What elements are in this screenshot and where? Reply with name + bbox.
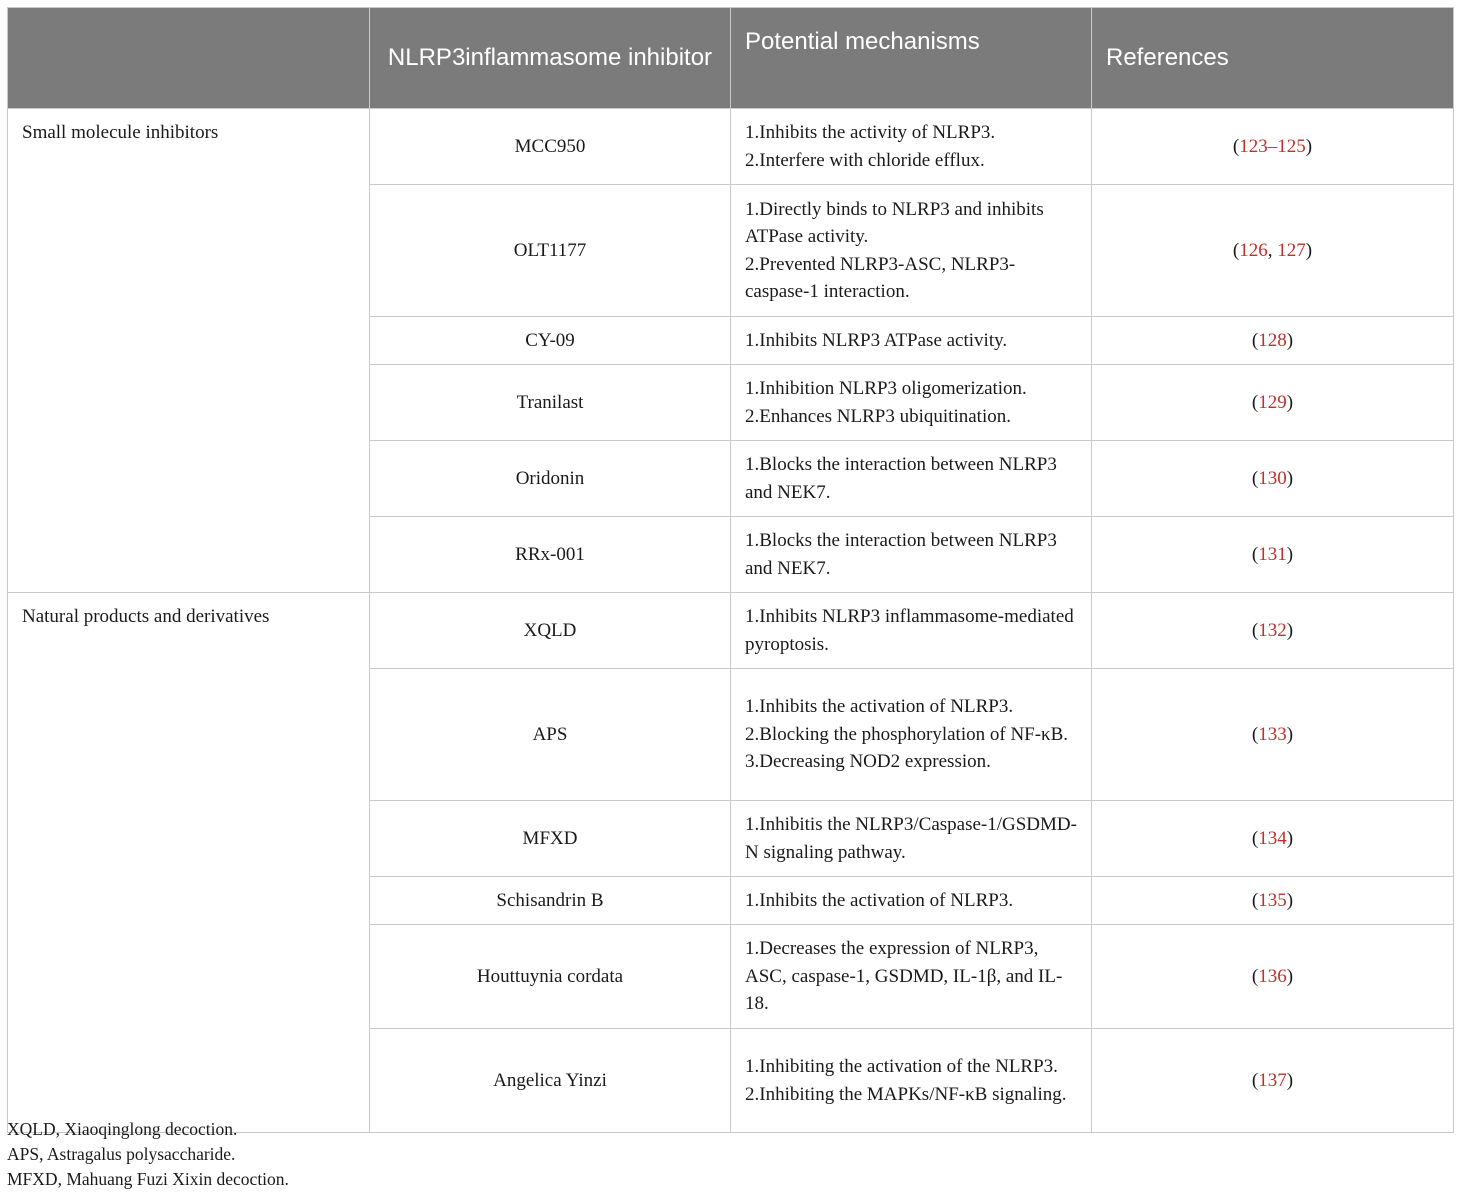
reference-close-paren: ) <box>1286 391 1294 413</box>
reference-open-paren: ( <box>1232 239 1240 261</box>
mechanism-cell <box>731 365 1092 441</box>
mechanism-line: 2.Interfere with chloride efflux. <box>745 149 985 171</box>
table-row <box>8 593 1454 669</box>
mechanism-line: 1.Blocks the interaction between NLRP3 and NEK7. <box>745 530 1057 579</box>
mechanism-line: 2.Blocking the phosphorylation of NF-κB. <box>745 723 1069 745</box>
mechanism-line: 1.Inhibits NLRP3 ATPase activity. <box>745 329 1008 351</box>
mechanism-line: 1.Inhibits NLRP3 inflammasome-mediated pyroptosis. <box>745 606 1074 655</box>
reference-link[interactable]: 128 <box>1258 329 1287 351</box>
inhibitor-name: Tranilast <box>370 365 731 441</box>
reference-link[interactable]: 130 <box>1258 467 1287 489</box>
mechanism-cell <box>731 441 1092 517</box>
reference-link[interactable]: 133 <box>1258 723 1287 745</box>
reference-open-paren: ( <box>1251 467 1259 489</box>
reference-cell <box>1092 925 1454 1029</box>
mechanism-cell <box>731 317 1092 365</box>
reference-close-paren: ) <box>1286 965 1294 987</box>
footnote: MFXD, Mahuang Fuzi Xixin decoction. <box>7 1169 289 1189</box>
mechanism-cell <box>731 185 1092 317</box>
inhibitor-name: RRx-001 <box>370 517 731 593</box>
inhibitor-name: CY-09 <box>370 317 731 365</box>
inhibitor-name: MCC950 <box>370 109 731 185</box>
reference-link[interactable]: 123–125 <box>1239 135 1306 157</box>
reference-open-paren: ( <box>1251 619 1259 641</box>
mechanism-cell <box>731 593 1092 669</box>
mechanism-cell <box>731 877 1092 925</box>
reference-close-paren: ) <box>1286 619 1294 641</box>
footnote: XQLD, Xiaoqinglong decoction. <box>7 1119 238 1139</box>
category-cell: Natural products and derivatives <box>8 593 370 1133</box>
reference-link[interactable]: 136 <box>1258 965 1287 987</box>
category-cell: Small molecule inhibitors <box>8 109 370 593</box>
reference-cell <box>1092 441 1454 517</box>
mechanism-cell <box>731 669 1092 801</box>
table-footnotes <box>7 1117 289 1192</box>
mechanism-line: 1.Inhibition NLRP3 oligomerization. <box>745 378 1027 399</box>
reference-link[interactable]: 135 <box>1258 889 1287 911</box>
reference-open-paren: ( <box>1251 543 1259 565</box>
mechanism-line: 2.Enhances NLRP3 ubiquitination. <box>745 405 1011 427</box>
reference-open-paren: ( <box>1232 135 1240 157</box>
inhibitor-name: MFXD <box>370 801 731 877</box>
reference-cell <box>1092 669 1454 801</box>
reference-link[interactable]: 137 <box>1258 1069 1287 1091</box>
header-category <box>8 8 370 109</box>
mechanism-cell <box>731 925 1092 1029</box>
footnote: APS, Astragalus polysaccharide. <box>7 1144 236 1164</box>
reference-cell <box>1092 109 1454 185</box>
mechanism-line: 2.Prevented NLRP3-ASC, NLRP3-caspase-1 interaction. <box>745 253 1016 302</box>
reference-open-paren: ( <box>1251 391 1259 413</box>
mechanism-line: 1.Blocks the interaction between NLRP3 and NEK7. <box>745 454 1057 503</box>
reference-close-paren: ) <box>1305 239 1313 261</box>
reference-cell <box>1092 317 1454 365</box>
reference-close-paren: ) <box>1286 329 1294 351</box>
reference-open-paren: ( <box>1251 889 1259 911</box>
reference-cell <box>1092 801 1454 877</box>
reference-cell <box>1092 517 1454 593</box>
reference-link[interactable]: 129 <box>1258 391 1287 413</box>
reference-cell <box>1092 365 1454 441</box>
reference-link[interactable]: 126 <box>1239 239 1268 261</box>
mechanism-line: 1.Decreases the expression of NLRP3, ASC, caspase-1, GSDMD, IL-1β, and IL-18. <box>745 938 1063 1015</box>
reference-close-paren: ) <box>1286 543 1294 565</box>
mechanism-line: 1.Inhibits the activation of NLRP3. <box>745 889 1014 911</box>
mechanism-line: 1.Inhibitis the NLRP3/Caspase-1/GSDMD-N signaling pathway. <box>745 814 1077 863</box>
reference-link[interactable]: 132 <box>1258 619 1287 641</box>
reference-close-paren: ) <box>1305 135 1313 157</box>
inhibitor-name: Angelica Yinzi <box>370 1029 731 1133</box>
reference-close-paren: ) <box>1286 1069 1294 1091</box>
mechanism-cell <box>731 109 1092 185</box>
reference-close-paren: ) <box>1286 827 1294 849</box>
reference-cell <box>1092 877 1454 925</box>
header-inhibitor: NLRP3inflammasome inhibitor <box>370 8 731 109</box>
mechanism-line: 1.Directly binds to NLRP3 and inhibits ATPase activity. <box>745 198 1044 247</box>
reference-open-paren: ( <box>1251 827 1259 849</box>
reference-link[interactable]: 134 <box>1258 827 1287 849</box>
mechanism-cell <box>731 801 1092 877</box>
inhibitor-name: Schisandrin B <box>370 877 731 925</box>
inhibitor-name: XQLD <box>370 593 731 669</box>
mechanism-line: 3.Decreasing NOD2 expression. <box>745 751 991 773</box>
reference-open-paren: ( <box>1251 965 1259 987</box>
reference-cell: (126, 127) <box>1092 185 1454 317</box>
reference-open-paren: ( <box>1251 723 1259 745</box>
table-body <box>8 109 1454 1133</box>
mechanism-cell <box>731 517 1092 593</box>
header-references: References <box>1092 8 1454 109</box>
reference-open-paren: ( <box>1251 329 1259 351</box>
header-mechanisms: Potential mechanisms <box>731 8 1092 109</box>
reference-link[interactable]: 127 <box>1277 239 1306 261</box>
reference-close-paren: ) <box>1286 467 1294 489</box>
inhibitor-name: OLT1177 <box>370 185 731 317</box>
reference-cell <box>1092 1029 1454 1133</box>
header-row <box>8 8 1454 109</box>
reference-open-paren: ( <box>1251 1069 1259 1091</box>
mechanism-cell <box>731 1029 1092 1133</box>
mechanism-line: 1.Inhibiting the activation of the NLRP3. 2.Inhibiting the MAPKs/NF-κB signaling. <box>745 1056 1067 1105</box>
reference-close-paren: ) <box>1286 723 1294 745</box>
reference-close-paren: ) <box>1286 889 1294 911</box>
mechanism-line: 1.Inhibits the activity of NLRP3. <box>745 122 996 143</box>
inhibitor-name: Oridonin <box>370 441 731 517</box>
reference-link[interactable]: 131 <box>1258 543 1287 565</box>
inhibitor-name: Houttuynia cordata <box>370 925 731 1029</box>
inhibitor-table <box>7 7 1454 1133</box>
inhibitor-name: APS <box>370 669 731 801</box>
mechanism-line: 1.Inhibits the activation of NLRP3. <box>745 696 1014 718</box>
reference-cell <box>1092 593 1454 669</box>
table-row <box>8 109 1454 185</box>
